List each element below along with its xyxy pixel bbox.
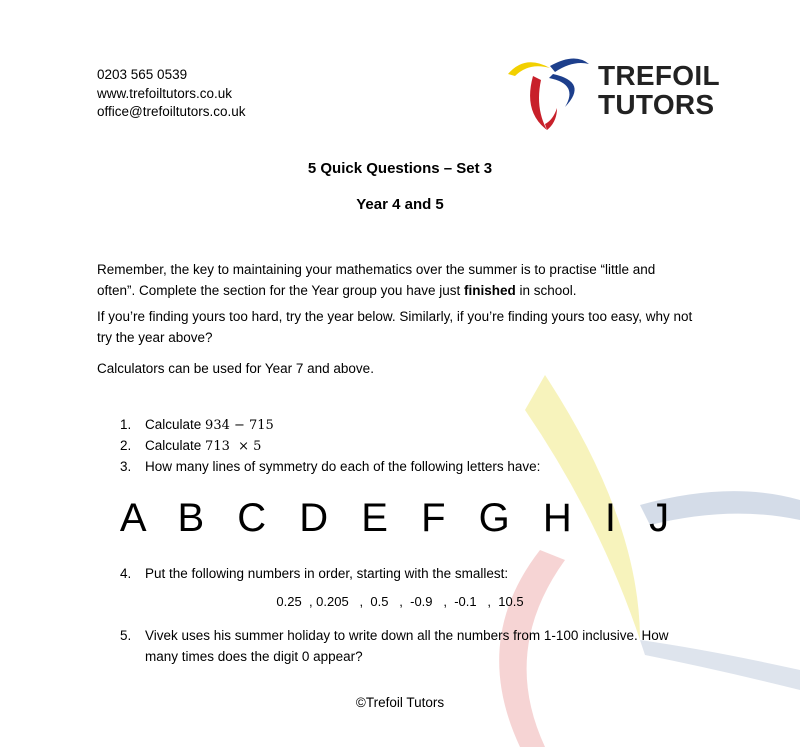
question-math: 934 − 715 <box>205 418 274 433</box>
logo-line-tutors: TUTORS <box>598 89 715 120</box>
question-text: Calculate <box>145 438 206 453</box>
question-text: Calculate <box>145 417 206 432</box>
copyright-footer: ©Trefoil Tutors <box>355 695 445 710</box>
question-3 <box>120 458 540 476</box>
trefoil-logo-icon <box>505 52 595 132</box>
question-text: Vivek uses his summer holiday to write down all the numbers from 1-100 inclusive. How many times does the digit 0 appear? <box>145 628 669 664</box>
trefoil-tutors-logo <box>505 52 735 132</box>
question-text: How many lines of symmetry do each of the following letters have: <box>145 459 541 474</box>
calculator-note: Calculators can be used for Year 7 and above. <box>97 361 374 376</box>
question-4 <box>120 565 508 583</box>
website-link[interactable]: www.trefoiltutors.co.uk <box>97 85 233 101</box>
page-title: 5 Quick Questions – Set 3 <box>307 160 493 177</box>
page-subtitle: Year 4 and 5 <box>356 196 444 213</box>
question-number: 5. <box>120 628 132 643</box>
difficulty-paragraph: If you’re finding yours too hard, try the year below. Similarly, if you’re finding yours too easy, why not try the year above? <box>97 309 693 345</box>
question-number: 1. <box>120 417 132 432</box>
numbers-to-order: 0.25 , 0.205 , 0.5 , -0.9 , -0.1 , 10.5 <box>276 594 524 609</box>
question-number: 2. <box>120 438 132 453</box>
intro-text-start: Remember, the key to maintaining your mathematics over the summer is to practise “little and often”. Complete the section for the Year group you have just <box>97 262 656 298</box>
question-2 <box>120 437 261 456</box>
email-link[interactable]: office@trefoiltutors.co.uk <box>97 104 246 119</box>
phone-number: 0203 565 0539 <box>97 67 188 82</box>
question-number: 4. <box>120 566 132 581</box>
question-1 <box>120 416 274 435</box>
question-number: 3. <box>120 459 132 474</box>
logo-wordmark <box>598 61 720 119</box>
symmetry-letters: A B C D E F G H I J <box>119 496 681 540</box>
intro-text-end: in school. <box>515 283 577 298</box>
intro-bold-word: finished <box>463 283 516 298</box>
intro-paragraph <box>97 259 697 301</box>
contact-details <box>97 66 246 122</box>
logo-line-trefoil: TREFOIL <box>598 60 720 91</box>
question-text: Put the following numbers in order, starting with the smallest: <box>145 566 509 581</box>
question-5 <box>120 625 685 667</box>
question-math: 713 × 5 <box>205 439 262 454</box>
